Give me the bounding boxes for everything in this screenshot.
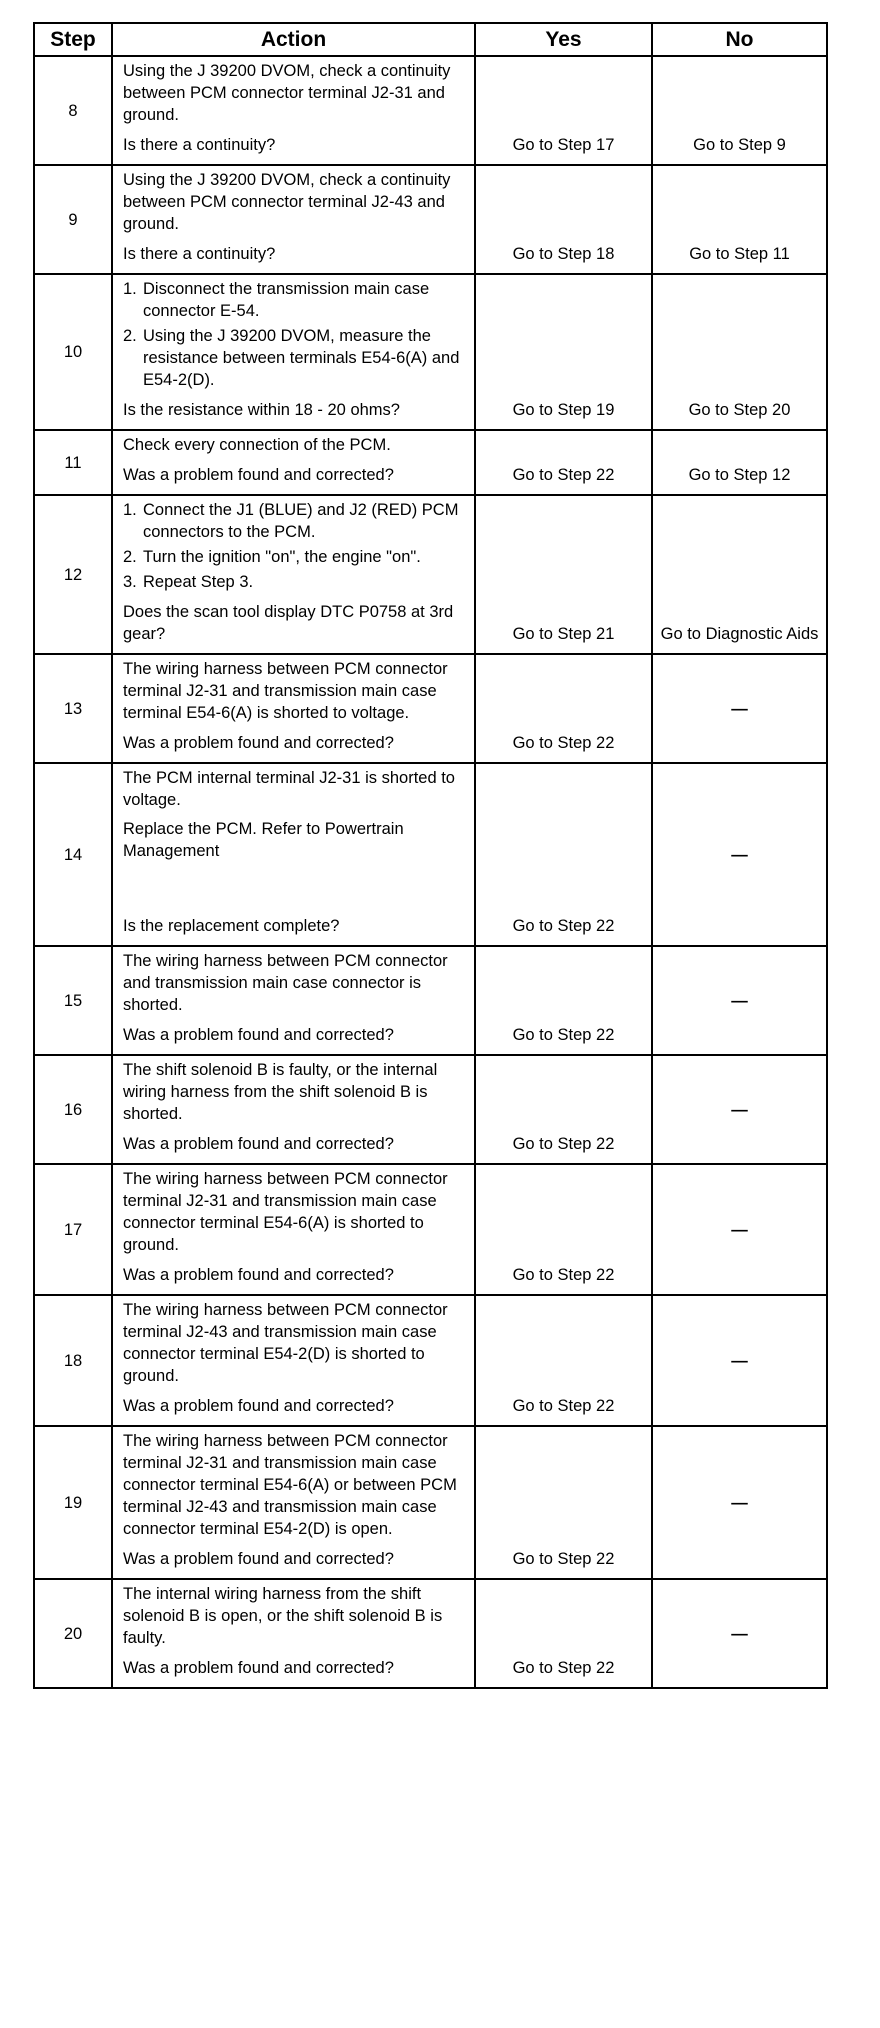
instruction-number: 2. [123,327,137,345]
action-cell [112,1164,475,1295]
no-result-dash: — [652,763,827,946]
table-row [34,430,827,495]
table-row [34,1579,827,1688]
step-number: 16 [34,1055,112,1164]
table-row [34,763,827,946]
header-action: Action [112,23,475,56]
no-result-dash: — [652,1579,827,1688]
action-cell [112,654,475,763]
instruction-text: Turn the ignition "on", the engine "on". [143,548,421,566]
action-text: Replace the PCM. Refer to Powertrain Management [123,820,404,860]
numbered-instruction [123,499,466,543]
action-text: The shift solenoid B is faulty, or the internal wiring harness from the shift solenoid B is shorted. [123,1061,438,1123]
header-yes: Yes [475,23,652,56]
action-question: Is the resistance within 18 - 20 ohms? [123,401,400,419]
action-text: The wiring harness between PCM connector terminal J2-31 and transmission main case terminal E54-6(A) is shorted to voltage. [123,660,448,722]
step-number: 8 [34,56,112,165]
action-text: The PCM internal terminal J2-31 is shorted to voltage. [123,769,455,809]
table-body [34,56,827,1688]
instruction-number: 2. [123,548,137,566]
table-row [34,1055,827,1164]
table-row [34,1164,827,1295]
no-result: Go to Step 20 [652,274,827,430]
instruction-text: Connect the J1 (BLUE) and J2 (RED) PCM connectors to the PCM. [143,501,459,541]
action-cell [112,1055,475,1164]
instruction-number: 1. [123,501,137,519]
table-row [34,165,827,274]
yes-result: Go to Step 19 [475,274,652,430]
no-result: Go to Step 11 [652,165,827,274]
action-cell [112,1579,475,1688]
instruction-text: Using the J 39200 DVOM, measure the resistance between terminals E54-6(A) and E54-2(D). [143,327,460,389]
action-cell [112,495,475,654]
action-text: Check every connection of the PCM. [123,436,391,454]
action-cell [112,946,475,1055]
step-number: 19 [34,1426,112,1579]
action-cell [112,1295,475,1426]
no-result-dash: — [652,1426,827,1579]
spacer [123,869,466,907]
table-row [34,654,827,763]
action-text: The wiring harness between PCM connector terminal J2-31 and transmission main case connector terminal E54-6(A) is shorted to ground. [123,1170,448,1254]
step-number: 14 [34,763,112,946]
step-number: 15 [34,946,112,1055]
no-result-dash: — [652,1164,827,1295]
no-result: Go to Step 9 [652,56,827,165]
action-question: Was a problem found and corrected? [123,1266,394,1284]
yes-result: Go to Step 22 [475,1055,652,1164]
no-result-dash: — [652,1055,827,1164]
action-question: Is there a continuity? [123,245,276,263]
step-number: 13 [34,654,112,763]
step-number: 12 [34,495,112,654]
table-header-row [34,23,827,56]
action-question: Was a problem found and corrected? [123,466,394,484]
instruction-number: 1. [123,280,137,298]
numbered-instruction [123,325,466,391]
table-row [34,1426,827,1579]
no-result-dash: — [652,1295,827,1426]
numbered-instruction [123,278,466,322]
yes-result: Go to Step 22 [475,763,652,946]
action-text: The internal wiring harness from the shift solenoid B is open, or the shift solenoid B is faulty. [123,1585,443,1647]
numbered-instruction [123,571,466,593]
yes-result: Go to Step 22 [475,1164,652,1295]
yes-result: Go to Step 22 [475,946,652,1055]
action-cell [112,1426,475,1579]
step-number: 17 [34,1164,112,1295]
instruction-text: Repeat Step 3. [143,573,254,591]
numbered-instruction [123,546,466,568]
header-step: Step [34,23,112,56]
instruction-number: 3. [123,573,137,591]
action-text: Using the J 39200 DVOM, check a continuity between PCM connector terminal J2-43 and ground. [123,171,451,233]
step-number: 10 [34,274,112,430]
no-result: Go to Diagnostic Aids [652,495,827,654]
action-cell [112,56,475,165]
action-question: Was a problem found and corrected? [123,1026,394,1044]
step-number: 20 [34,1579,112,1688]
yes-result: Go to Step 21 [475,495,652,654]
step-number: 11 [34,430,112,495]
action-question: Was a problem found and corrected? [123,1550,394,1568]
action-question: Was a problem found and corrected? [123,1135,394,1153]
action-question: Was a problem found and corrected? [123,734,394,752]
yes-result: Go to Step 17 [475,56,652,165]
table-row [34,56,827,165]
yes-result: Go to Step 18 [475,165,652,274]
action-question: Was a problem found and corrected? [123,1397,394,1415]
action-text: Using the J 39200 DVOM, check a continuity between PCM connector terminal J2-31 and ground. [123,62,451,124]
yes-result: Go to Step 22 [475,1295,652,1426]
yes-result: Go to Step 22 [475,430,652,495]
no-result-dash: — [652,654,827,763]
table-row [34,274,827,430]
action-question: Is the replacement complete? [123,917,340,935]
instruction-text: Disconnect the transmission main case connector E-54. [143,280,430,320]
table-row [34,1295,827,1426]
action-question: Is there a continuity? [123,136,276,154]
action-text: The wiring harness between PCM connector terminal J2-31 and transmission main case connector terminal E54-6(A) or between PCM terminal J2-43 and transmission main case connector terminal E54-2(D) is open. [123,1432,457,1538]
action-question: Does the scan tool display DTC P0758 at 3rd gear? [123,603,454,643]
diagnostic-table-page [33,22,826,1689]
no-result-dash: — [652,946,827,1055]
no-result: Go to Step 12 [652,430,827,495]
action-question: Was a problem found and corrected? [123,1659,394,1677]
action-text: The wiring harness between PCM connector terminal J2-43 and transmission main case connector terminal E54-2(D) is shorted to ground. [123,1301,448,1385]
table-row [34,946,827,1055]
action-cell [112,430,475,495]
table-row [34,495,827,654]
diagnostic-table [33,22,828,1689]
yes-result: Go to Step 22 [475,1426,652,1579]
action-cell [112,165,475,274]
step-number: 9 [34,165,112,274]
action-cell [112,763,475,946]
action-text: The wiring harness between PCM connector and transmission main case connector is shorted. [123,952,448,1014]
yes-result: Go to Step 22 [475,654,652,763]
action-cell [112,274,475,430]
yes-result: Go to Step 22 [475,1579,652,1688]
step-number: 18 [34,1295,112,1426]
header-no: No [652,23,827,56]
